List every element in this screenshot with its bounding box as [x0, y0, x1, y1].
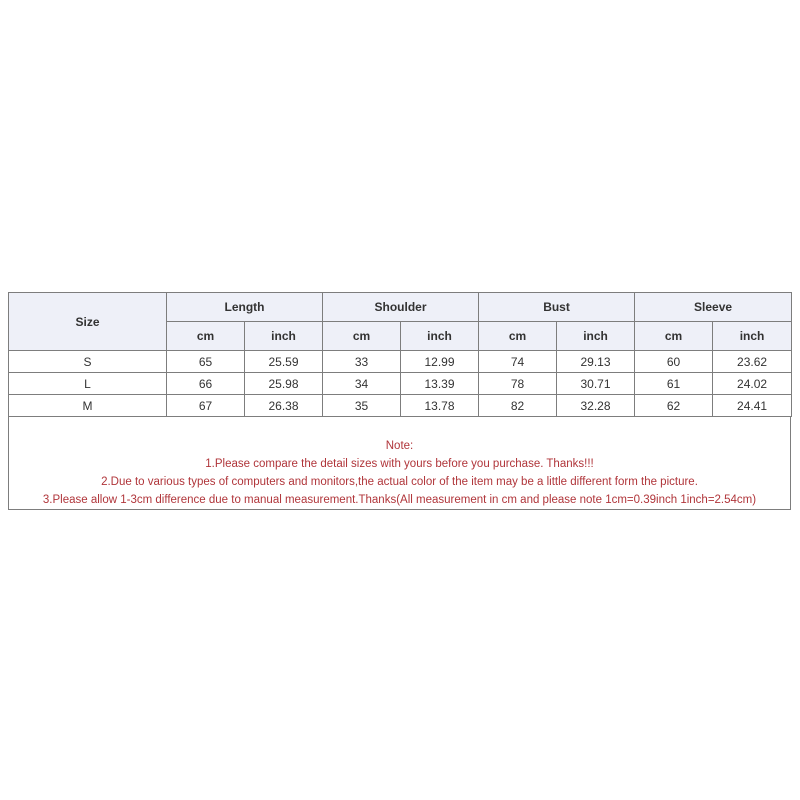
table-cell: 26.38	[245, 395, 323, 417]
table-row	[9, 351, 792, 373]
size-table	[8, 292, 792, 417]
unit-header: cm	[479, 322, 557, 351]
size-cell: S	[9, 351, 167, 373]
table-cell: 74	[479, 351, 557, 373]
table-cell: 35	[323, 395, 401, 417]
table-row	[9, 395, 792, 417]
size-column-header: Size	[9, 293, 167, 351]
table-cell: 29.13	[557, 351, 635, 373]
table-cell: 65	[167, 351, 245, 373]
table-cell: 13.39	[401, 373, 479, 395]
table-cell: 67	[167, 395, 245, 417]
table-cell: 61	[635, 373, 713, 395]
bust-header: Bust	[479, 293, 635, 322]
table-cell: 13.78	[401, 395, 479, 417]
shoulder-header: Shoulder	[323, 293, 479, 322]
notes-box	[8, 417, 791, 510]
note-line: 3.Please allow 1-3cm difference due to manual measurement.Thanks(All measurement in cm and please note 1cm=0.39inch 1inch=2.54cm)	[42, 494, 757, 506]
size-chart	[8, 292, 791, 510]
size-cell: L	[9, 373, 167, 395]
table-cell: 32.28	[557, 395, 635, 417]
table-cell: 12.99	[401, 351, 479, 373]
table-cell: 34	[323, 373, 401, 395]
note-line: 1.Please compare the detail sizes with yours before you purchase. Thanks!!!	[205, 458, 594, 470]
table-cell: 33	[323, 351, 401, 373]
table-cell: 62	[635, 395, 713, 417]
table-cell: 23.62	[713, 351, 792, 373]
length-header: Length	[167, 293, 323, 322]
table-cell: 60	[635, 351, 713, 373]
unit-header: inch	[557, 322, 635, 351]
unit-header: inch	[245, 322, 323, 351]
table-cell: 25.98	[245, 373, 323, 395]
sleeve-header: Sleeve	[635, 293, 792, 322]
note-title: Note:	[385, 440, 414, 452]
unit-header: cm	[635, 322, 713, 351]
unit-header: cm	[167, 322, 245, 351]
note-line: 2.Due to various types of computers and monitors,the actual color of the item may be a little different form the picture.	[101, 476, 698, 488]
table-cell: 30.71	[557, 373, 635, 395]
table-row	[9, 373, 792, 395]
group-header-row	[9, 293, 792, 322]
unit-header: inch	[713, 322, 792, 351]
size-cell: M	[9, 395, 167, 417]
table-cell: 78	[479, 373, 557, 395]
table-cell: 82	[479, 395, 557, 417]
table-cell: 25.59	[245, 351, 323, 373]
unit-header: cm	[323, 322, 401, 351]
unit-header: inch	[401, 322, 479, 351]
table-cell: 24.02	[713, 373, 792, 395]
table-cell: 24.41	[713, 395, 792, 417]
table-cell: 66	[167, 373, 245, 395]
